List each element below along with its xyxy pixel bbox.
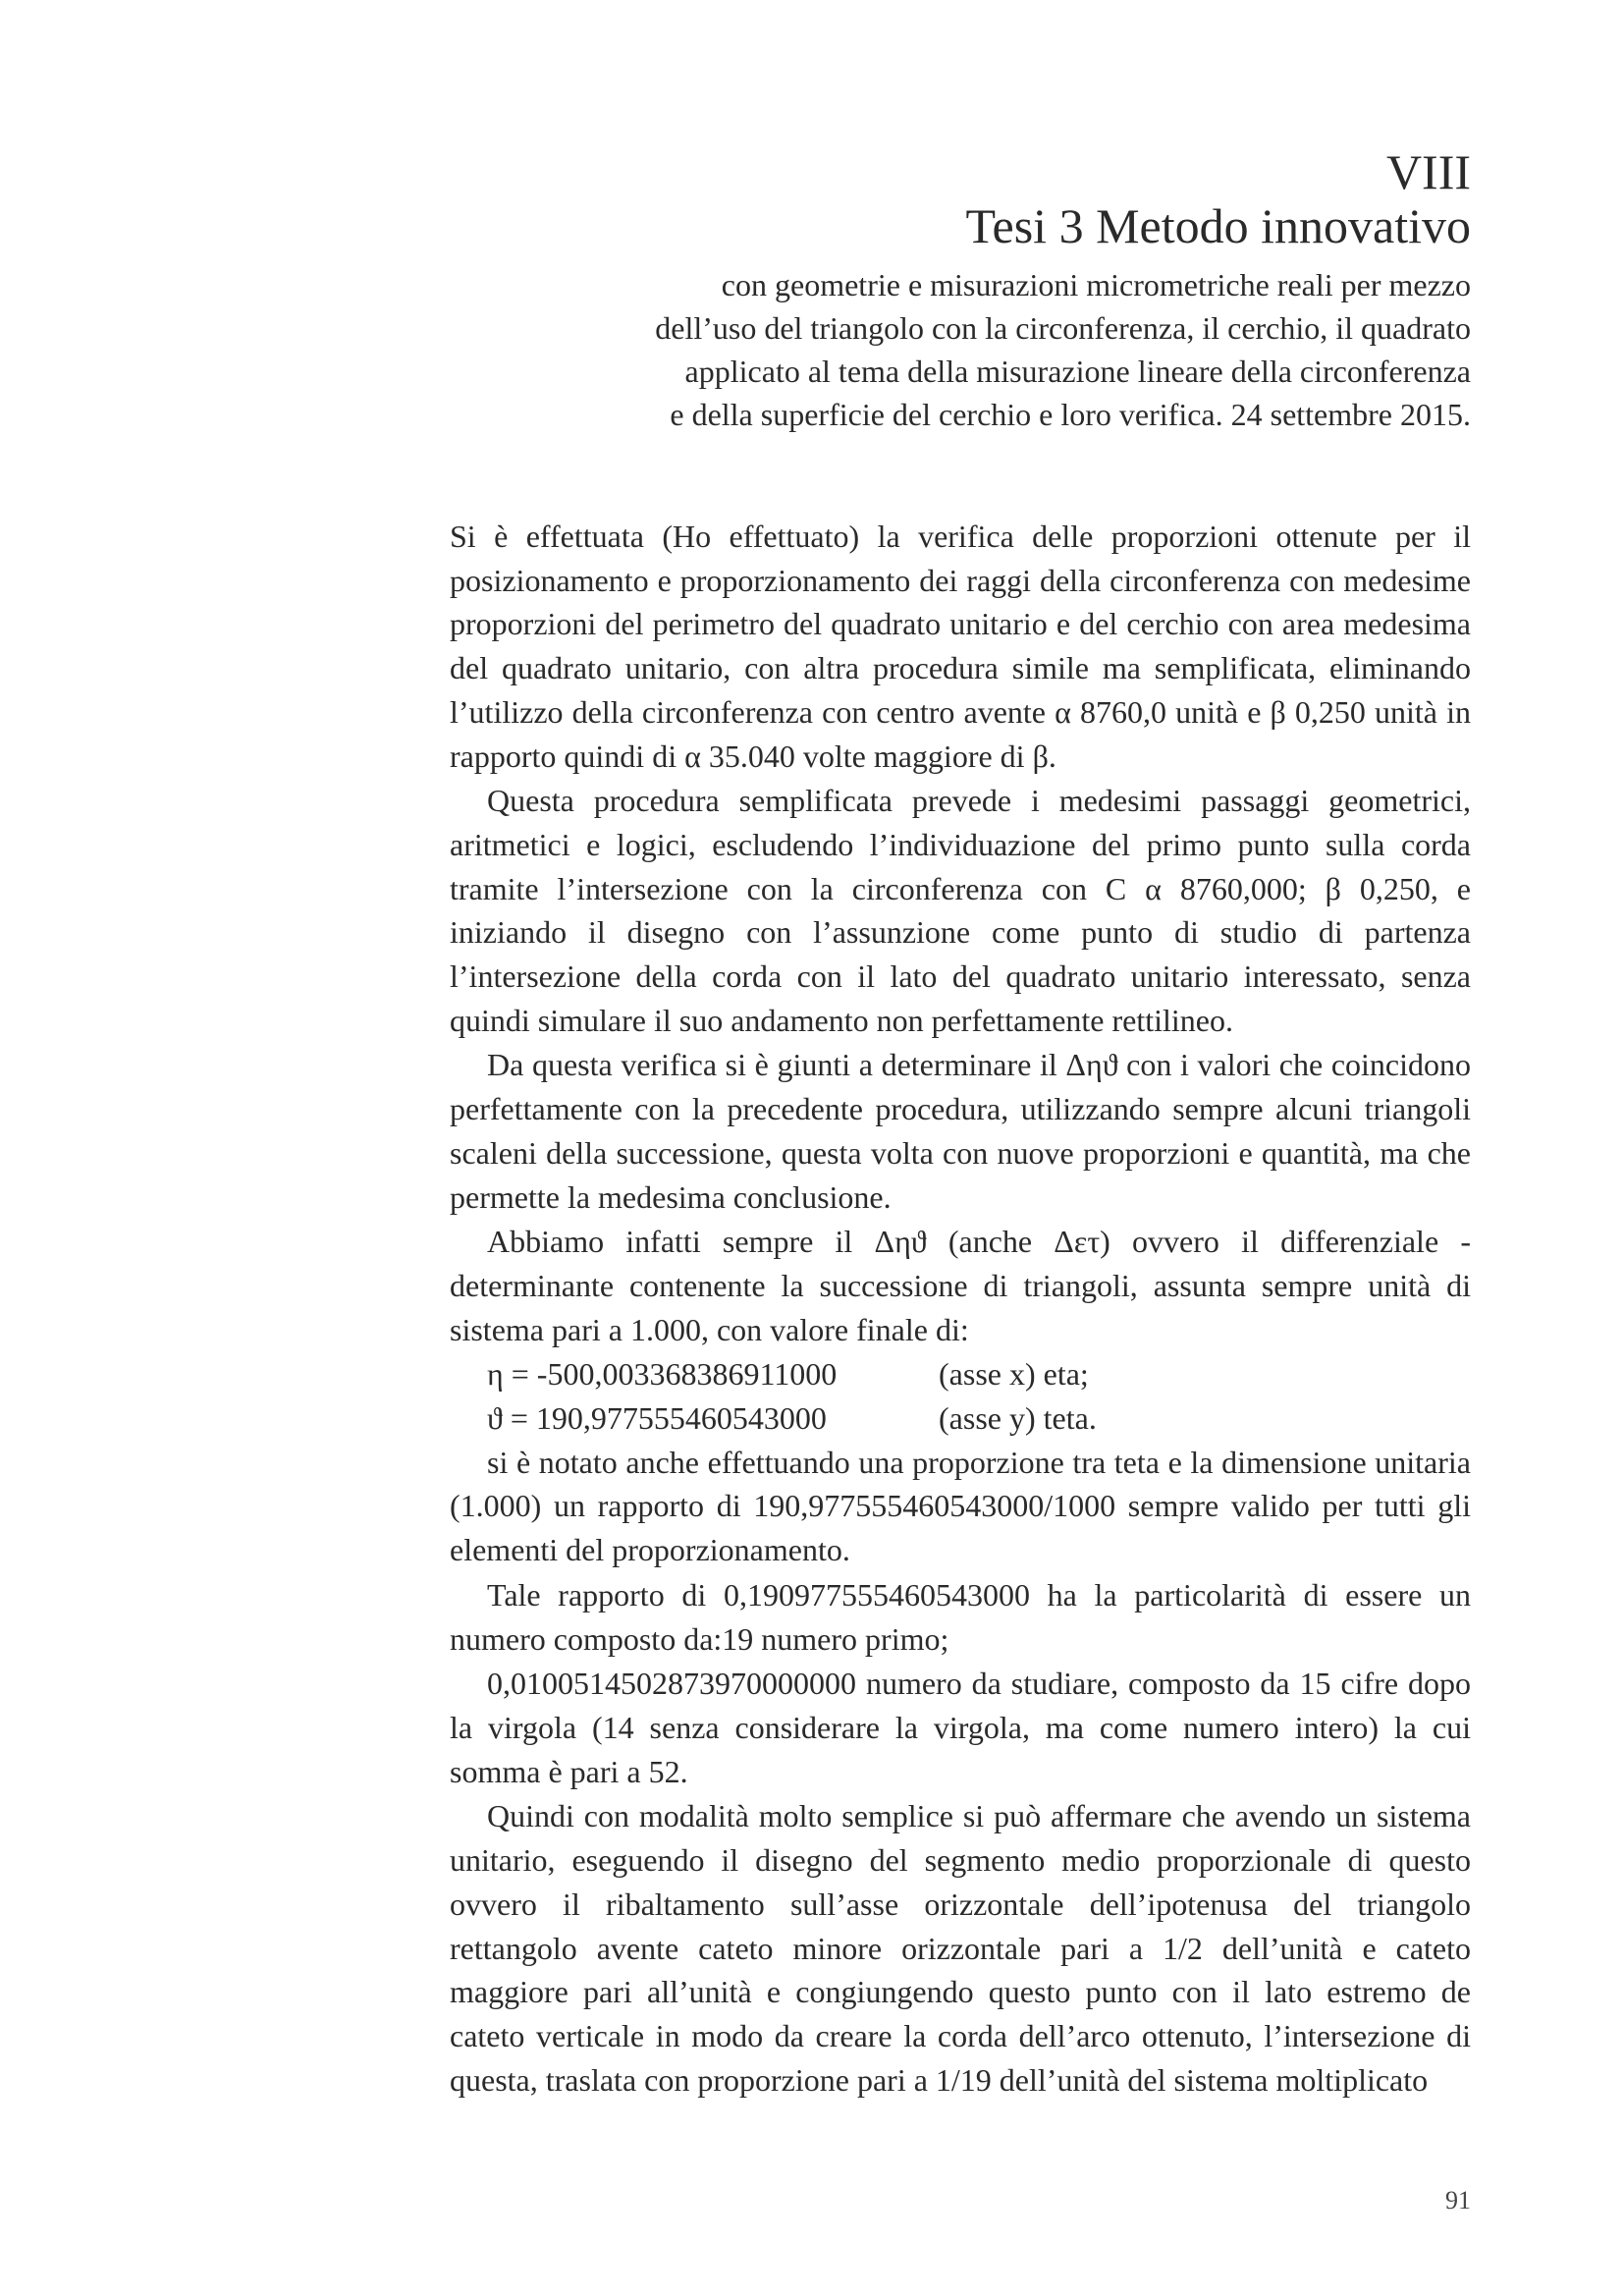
paragraph: Abbiamo infatti sempre il Δηϑ (anche Δετ) ovvero il differenziale - determinante contenente la successione di triangoli, assunta sempre unità di sistema pari a 1.000, con valore finale di: — [450, 1224, 1471, 1347]
formula-note: (asse x) eta; — [939, 1356, 1089, 1393]
chapter-subtitle — [489, 263, 1471, 436]
formula-theta — [487, 1396, 1471, 1441]
formula-note: (asse y) teta. — [939, 1400, 1097, 1437]
paragraph: 0,0100514502873970000000 numero da studiare, composto da 15 cifre dopo la virgola (14 senza considerare la virgola, ma come numero intero) la cui somma è pari a 52. — [450, 1666, 1471, 1789]
subtitle-line: applicato al tema della misurazione lineare della circonferenza — [684, 354, 1471, 389]
formula-expression: η = -500,003368386911000 — [487, 1356, 838, 1393]
paragraph: Questa procedura semplificata prevede i medesimi passaggi geometrici, aritmetici e logici, escludendo l’individuazione del primo punto sulla corda tramite l’intersezione con la circonferenza con C α 8760,000; β 0,250, e iniziando il disegno con l’assunzione come punto di studio di partenza l’intersezione della corda con il lato del quadrato unitario interessato, senza quindi simulare il suo andamento non perfettamente rettilineo. — [450, 783, 1471, 1038]
paragraph: Tale rapporto di 0,190977555460543000 ha la particolarità di essere un numero composto da:19 numero primo; — [450, 1576, 1471, 1657]
formula-eta — [487, 1352, 1471, 1396]
subtitle-line: e della superficie del cerchio e loro verifica. 24 settembre 2015. — [670, 397, 1471, 432]
paragraph: Quindi con modalità molto semplice si può affermare che avendo un sistema unitario, eseguendo il disegno del segmento medio proporzionale di questo ovvero il ribaltamento sull’asse orizzontale dell’ipotenusa del triangolo rettangolo avente cateto minore orizzontale pari a 1/2 dell’unità e cateto maggiore pari all’unità e congiungendo questo punto con il lato estremo de cateto verticale in modo da creare la corda dell’arco ottenuto, l’intersezione di questa, traslata con proporzione pari a 1/19 dell’unità del sistema moltiplicato — [450, 1798, 1471, 2098]
chapter-header — [489, 145, 1471, 436]
chapter-title: Tesi 3 Metodo innovativo — [965, 198, 1471, 253]
chapter-number: VIII — [1385, 144, 1471, 199]
subtitle-line: dell’uso del triangolo con la circonferenza, il cerchio, il quadrato — [655, 310, 1471, 346]
paragraph: Si è effettuata (Ho effettuato) la verifica delle proporzioni ottenute per il posizionamento e proporzionamento dei raggi della circonferenza con medesime proporzioni del perimetro del quadrato unitario e del cerchio con area medesima del quadrato unitario, con altra procedura simile ma semplificata, eliminando l’utilizzo della circonferenza con centro avente α 8760,0 unità e β 0,250 unità in rapporto quindi di α 35.040 volte maggiore di β. — [450, 519, 1471, 774]
body-text — [450, 515, 1471, 2103]
page-number: 91 — [1445, 2186, 1471, 2214]
paragraph: si è notato anche effettuando una proporzione tra teta e la dimensione unitaria (1.000) un rapporto di 190,977555460543000/1000 sempre valido per tutti gli elementi del proporzionamento. — [450, 1444, 1471, 1568]
paragraph: Da questa verifica si è giunti a determinare il Δηϑ con i valori che coincidono perfettamente con la precedente procedura, utilizzando sempre alcuni triangoli scaleni della successione, questa volta con nuove proporzioni e quantità, ma che permette la medesima conclusione. — [450, 1047, 1471, 1215]
formula-expression: ϑ = 190,977555460543000 — [487, 1400, 827, 1437]
subtitle-line: con geometrie e misurazioni micrometriche reali per mezzo — [721, 267, 1471, 302]
